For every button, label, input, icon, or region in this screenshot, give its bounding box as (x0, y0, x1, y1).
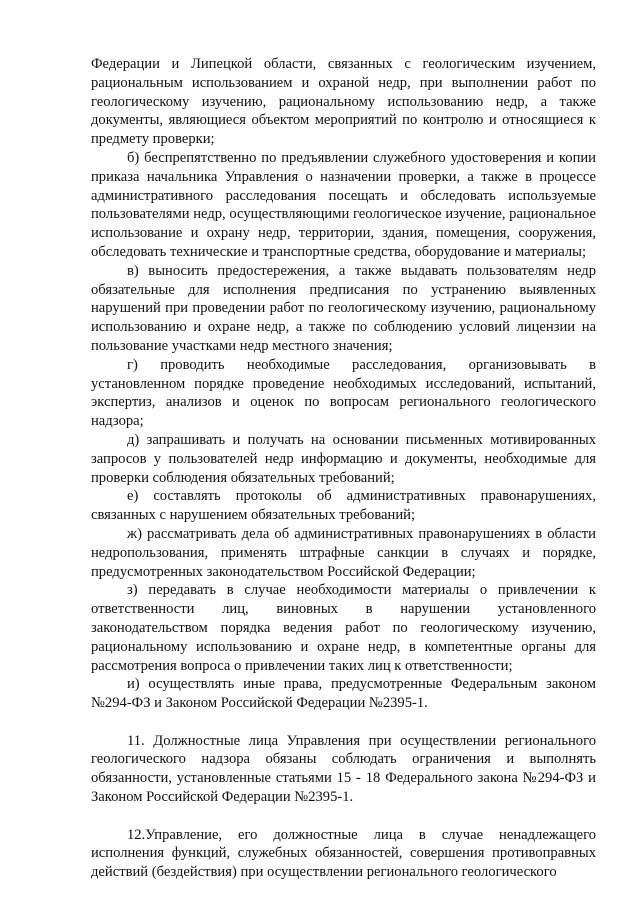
paragraph-continuation: Федерации и Липецкой области, связанных с геологическим изучением, рациональным использованием и охраной недр, при выполнении работ по геологическому изучению, рациональному использованию недр, а также документы, являющиеся объектом мероприятий по контролю и относящиеся к предмету проверки; (91, 56, 596, 148)
paragraph-item-zh: ж) рассматривать дела об административных правонарушениях в области недропользования, применять штрафные санкции в случаях и порядке, предусмотренных законодательством Российской Федерации; (91, 525, 596, 580)
paragraph-item-g: г) проводить необходимые расследования, организовывать в установленном порядке проведение необходимых исследований, испытаний, экспертиз, анализов и оценок по вопросам регионального геологического надзора; (91, 356, 596, 430)
paragraph-item-b: б) беспрепятственно по предъявлении служебного удостоверения и копии приказа начальника Управления о назначении проверки, а также в процессе административного расследования посещать и обследовать используемые пользователями недр, осуществляющими геологическое изучение, рациональное использование и охрану недр, территории, здания, помещения, сооружения, обследовать технические и транспортные средства, оборудование и материалы; (91, 149, 596, 260)
paragraph-section-11: 11. Должностные лица Управления при осуществлении регионального геологического надзора обязаны соблюдать ограничения и выполнять обязанности, установленные статьями 15 - 18 Федерального закона №294-ФЗ и Законом Российской Федерации №2395-1. (91, 732, 596, 806)
paragraph-item-d: д) запрашивать и получать на основании письменных мотивированных запросов у пользователей недр информацию и документы, необходимые для проверки соблюдения обязательных требований; (91, 431, 596, 486)
document-body (91, 55, 596, 882)
paragraph-section-12: 12.Управление, его должностные лица в случае ненадлежащего исполнения функций, служебных обязанностей, совершения противоправных действий (бездействия) при осуществлении регионального геологического (91, 826, 596, 881)
paragraph-item-z: з) передавать в случае необходимости материалы о привлечении к ответственности лиц, виновных в нарушении установленного законодательством порядка ведения работ по геологическому изучению, рациональному использованию и охране недр, в компетентные органы для рассмотрения вопроса о привлечении таких лиц к ответственности; (91, 582, 596, 674)
paragraph-item-i: и) осуществлять иные права, предусмотренные Федеральным законом №294-ФЗ и Законом Российской Федерации №2395-1. (91, 676, 596, 712)
paragraph-item-e: е) составлять протоколы об административных правонарушениях, связанных с нарушением обязательных требований; (91, 488, 596, 524)
paragraph-item-v: в) выносить предостережения, а также выдавать пользователям недр обязательные для исполнения предписания по устранению выявленных нарушений при проведении работ по геологическому изучению, рациональному использованию и охране недр, а также по соблюдению условий лицензии на пользование участками недр местного значения; (91, 262, 596, 354)
